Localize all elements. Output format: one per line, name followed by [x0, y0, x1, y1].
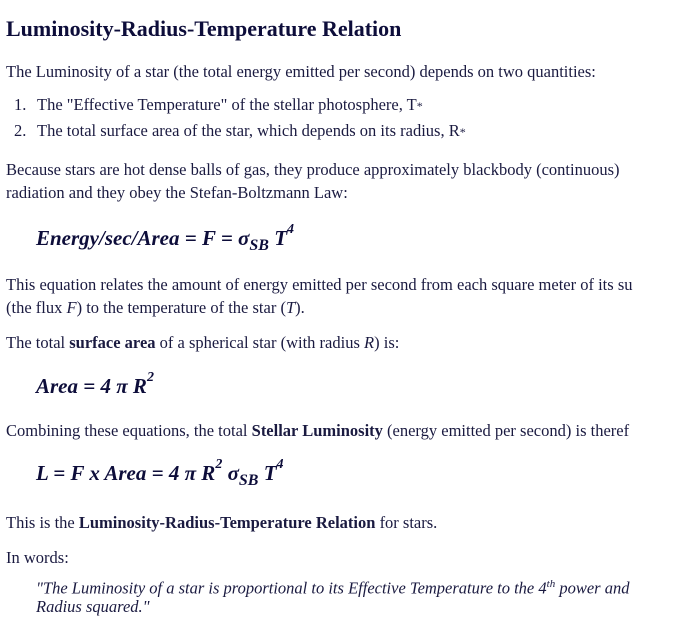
blackbody-paragraph-line2: radiation and they obey the Stefan-Boltzmann Law: [6, 183, 348, 202]
flux-paragraph-line1: This equation relates the amount of energy emitted per second from each square meter of its su [6, 275, 633, 294]
list-number: 1. [14, 95, 27, 114]
quote-line2: Radius squared." [36, 597, 150, 616]
quote-line1: "The Luminosity of a star is proportional to its Effective Temperature to the 4th power and [36, 578, 630, 598]
blackbody-paragraph-line1: Because stars are hot dense balls of gas, they produce approximately blackbody (continuous) [6, 160, 620, 179]
list-text: The total surface area of the star, which depends on its radius, R [37, 121, 460, 140]
intro-text: The Luminosity of a star (the total energy emitted per second) depends on two quantities: [6, 62, 596, 81]
luminosity-equation: L = F x Area = 4 π $R^2$ $\sigma_{SB}$ $T^4$ [36, 457, 284, 490]
in-words-label: In words: [6, 548, 69, 567]
relation-paragraph: This is the Luminosity-Radius-Temperature Relation for stars. [6, 513, 438, 532]
stefan-boltzmann-equation: Energy/sec/Area = $F = \sigma_{SB}$ $T^4$ [36, 222, 295, 255]
list-item [14, 121, 466, 141]
star-subscript: * [459, 125, 466, 139]
combine-paragraph: Combining these equations, the total Stellar Luminosity (energy emitted per second) is theref [6, 421, 630, 440]
star-subscript: * [416, 99, 423, 113]
list-text: The "Effective Temperature" of the stellar photosphere, T [37, 95, 417, 114]
area-paragraph: The total surface area of a spherical star (with radius R) is: [6, 333, 400, 352]
list-number: 2. [14, 121, 27, 140]
page-title: Luminosity-Radius-Temperature Relation [6, 16, 402, 41]
area-equation: Area = 4 π $R^2$ [36, 370, 154, 398]
flux-paragraph-line2: (the flux F) to the temperature of the star (T). [6, 298, 305, 317]
list-item [14, 95, 423, 115]
